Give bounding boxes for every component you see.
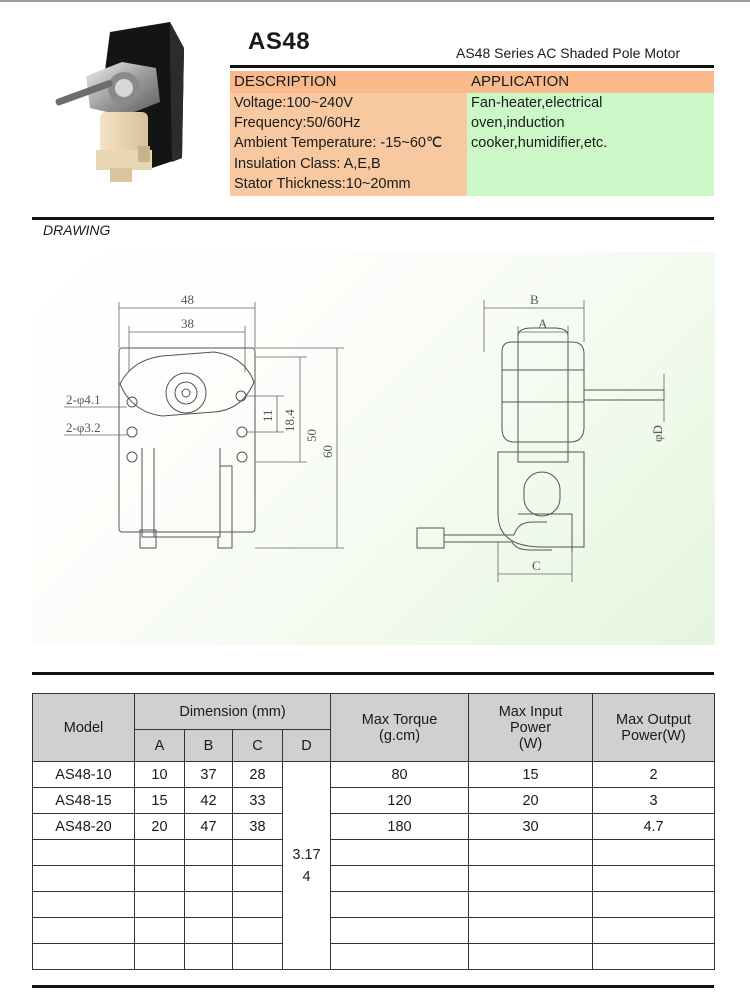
frequency-line: Frequency:50/60Hz (234, 115, 361, 132)
empty-cell (33, 866, 135, 892)
table-row (33, 788, 715, 814)
series-title: AS48 Series AC Shaded Pole Motor (456, 45, 681, 61)
empty-cell (593, 840, 715, 866)
empty-cell (135, 892, 185, 918)
empty-cell (331, 866, 469, 892)
col-d-header: D (283, 730, 331, 762)
motor-photo (52, 18, 202, 188)
col-b-header: B (185, 730, 233, 762)
model-cell: AS48-20 (33, 814, 135, 840)
torque-header-line: (g.cm) (378, 727, 421, 744)
dimension-header: Dimension (mm) (135, 694, 331, 730)
empty-cell (593, 892, 715, 918)
dim-18-4: 18.4 (282, 409, 297, 432)
dim-c: C (532, 558, 541, 573)
table-row (33, 762, 715, 788)
empty-cell (469, 944, 593, 970)
a-cell: 10 (135, 762, 185, 788)
voltage-line: Voltage:100~240V (234, 95, 353, 111)
stator-outline (119, 348, 255, 532)
temperature-line: Ambient Temperature: -15~60℃ (234, 135, 443, 152)
application-line: Fan-heater,electrical (471, 95, 603, 111)
empty-cell (135, 944, 185, 970)
empty-cell (331, 918, 469, 944)
dim-d: φD (650, 425, 665, 442)
empty-cell (469, 840, 593, 866)
model-cell: AS48-10 (33, 762, 135, 788)
torque-header (331, 694, 469, 762)
empty-cell (135, 840, 185, 866)
empty-cell (185, 918, 233, 944)
output-header-line: Max Output (616, 711, 691, 728)
d-value: 4 (302, 868, 311, 885)
empty-cell (135, 866, 185, 892)
empty-cell (593, 918, 715, 944)
empty-cell (33, 892, 135, 918)
empty-cell (331, 892, 469, 918)
application-heading: APPLICATION (467, 71, 714, 93)
hole-label-32: 2-φ3.2 (66, 420, 101, 435)
drawing-label: DRAWING (43, 222, 111, 238)
b-cell: 47 (185, 814, 233, 840)
empty-cell (185, 892, 233, 918)
hole-label-41: 2-φ4.1 (66, 392, 101, 407)
technical-drawing (32, 252, 715, 645)
shaft-outline (584, 390, 664, 400)
input-cell: 30 (469, 814, 593, 840)
application-line: cooker,humidifier,etc. (471, 135, 608, 152)
d-cell (283, 762, 331, 970)
input-header-line: (W) (518, 735, 543, 752)
empty-cell (185, 866, 233, 892)
torque-cell: 180 (331, 814, 469, 840)
c-cell: 38 (233, 814, 283, 840)
a-cell: 20 (135, 814, 185, 840)
empty-cell (33, 944, 135, 970)
section-rule (32, 217, 714, 220)
empty-cell (33, 840, 135, 866)
torque-header-line: Max Torque (361, 711, 438, 728)
empty-cell (233, 944, 283, 970)
input-power-header (469, 694, 593, 762)
description-panel (230, 71, 467, 196)
empty-cell (469, 918, 593, 944)
dim-b: B (530, 292, 539, 307)
flange-outline (120, 352, 254, 416)
col-c-header: C (233, 730, 283, 762)
section-rule (32, 672, 714, 675)
empty-cell (233, 840, 283, 866)
output-header-line: Power(W) (621, 727, 686, 744)
empty-cell (233, 918, 283, 944)
c-cell: 33 (233, 788, 283, 814)
torque-cell: 80 (331, 762, 469, 788)
empty-cell (331, 944, 469, 970)
empty-cell (33, 918, 135, 944)
empty-cell (185, 944, 233, 970)
description-lines (230, 93, 467, 194)
empty-row (33, 918, 715, 944)
input-header-line: Power (509, 719, 552, 736)
dim-50: 50 (304, 429, 319, 442)
output-cell: 2 (593, 762, 715, 788)
dim-48: 48 (181, 292, 194, 307)
output-power-header (593, 694, 715, 762)
model-title: AS48 (248, 28, 311, 55)
bottom-rule (32, 985, 714, 988)
empty-row (33, 840, 715, 866)
empty-cell (233, 866, 283, 892)
empty-cell (233, 892, 283, 918)
application-panel (467, 71, 714, 196)
empty-cell (469, 892, 593, 918)
spec-table (32, 693, 715, 970)
empty-cell (331, 840, 469, 866)
b-cell: 42 (185, 788, 233, 814)
header-rule (230, 65, 714, 68)
empty-row (33, 866, 715, 892)
input-header-line: Max Input (498, 703, 563, 720)
top-rule (0, 0, 750, 2)
dim-a: A (538, 316, 548, 331)
empty-cell (469, 866, 593, 892)
description-heading: DESCRIPTION (230, 71, 467, 93)
b-cell: 37 (185, 762, 233, 788)
empty-cell (135, 918, 185, 944)
model-header: Model (33, 694, 135, 762)
dim-60: 60 (320, 445, 335, 458)
a-cell: 15 (135, 788, 185, 814)
input-cell: 20 (469, 788, 593, 814)
empty-cell (185, 840, 233, 866)
empty-row (33, 944, 715, 970)
output-cell: 3 (593, 788, 715, 814)
dim-11: 11 (260, 409, 275, 422)
col-a-header: A (135, 730, 185, 762)
d-value: 3.17 (292, 846, 321, 863)
c-cell: 28 (233, 762, 283, 788)
application-lines (467, 93, 714, 154)
input-cell: 15 (469, 762, 593, 788)
model-cell: AS48-15 (33, 788, 135, 814)
stator-line: Stator Thickness:10~20mm (234, 175, 411, 192)
empty-cell (593, 866, 715, 892)
insulation-line: Insulation Class: A,E,B (234, 155, 381, 172)
output-cell: 4.7 (593, 814, 715, 840)
empty-row (33, 892, 715, 918)
dim-38: 38 (181, 316, 194, 331)
application-line: oven,induction (471, 115, 565, 132)
empty-cell (593, 944, 715, 970)
torque-cell: 120 (331, 788, 469, 814)
table-row (33, 814, 715, 840)
spec-panel (230, 71, 714, 196)
